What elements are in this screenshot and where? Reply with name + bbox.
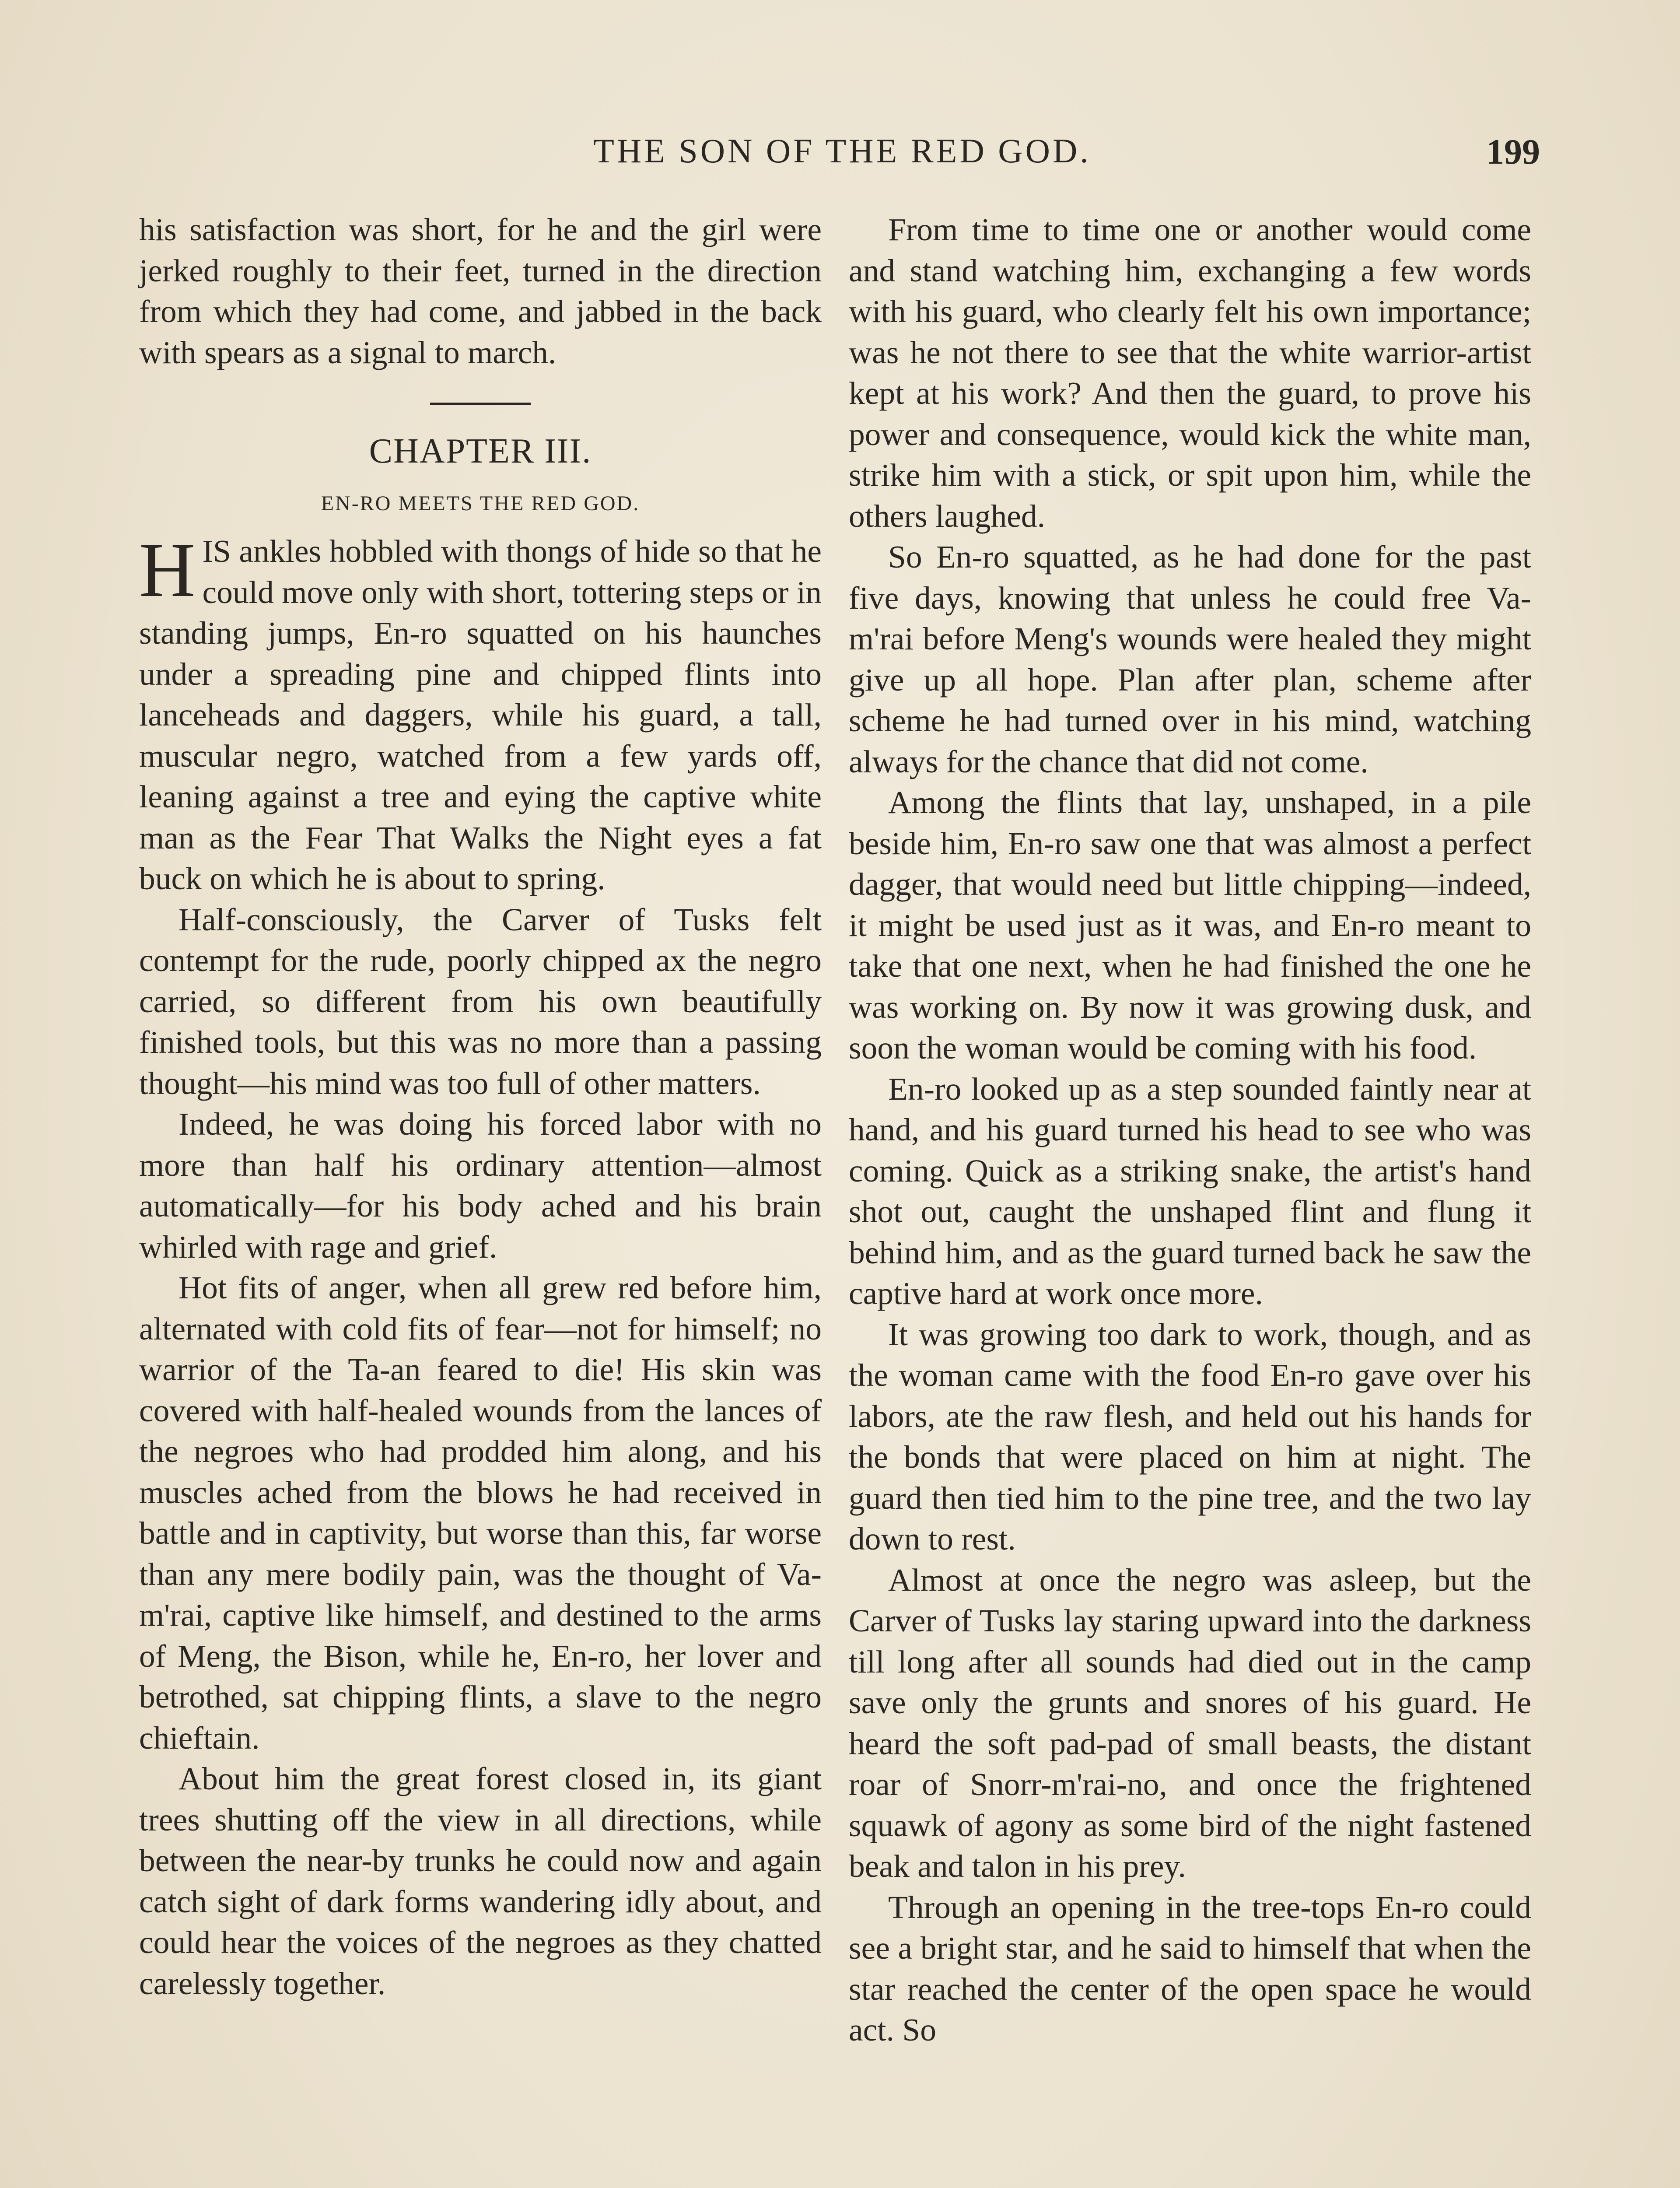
paragraph: From time to time one or another would come and stand watching him, exchanging a few words with his guard, who clearly felt his own importance; was he not there to see that the white warrior-artist kept at his work? And then the guard, to prove his power and consequence, would kick the white man, strike him with a stick, or spit upon him, while the others laughed. — [849, 212, 1531, 534]
paragraph: Through an opening in the tree-tops En-ro could see a bright star, and he said to himself that when the star reached the center of the open space he would act. So — [849, 1889, 1531, 2048]
chapter-subtitle: EN-RO MEETS THE RED GOD. — [321, 492, 640, 515]
left-column — [139, 209, 822, 2004]
running-head — [144, 131, 1540, 179]
paragraph: Almost at once the negro was asleep, but the Carver of Tusks lay staring upward into the darkness till long after all sounds had died out in the camp save only the grunts and snores of his guard. He heard the soft pad-pad of small beasts, the distant roar of Snorr-m'rai-no, and once the frightened squawk of agony as some bird of the night fastened beak and talon in his prey. — [849, 1562, 1531, 1884]
paragraph-opening — [139, 526, 822, 899]
paragraph: Among the flints that lay, unshaped, in a pile beside him, En-ro saw one that was almost a perfect dagger, that would need but little chipping—indeed, it might be used just as it was, and En-ro meant to take that one next, when he had finished the one he was working on. By now it was growing dusk, and soon the woman would be coming with his food. — [849, 785, 1531, 1066]
paragraph: Indeed, he was doing his forced labor with no more than half his ordinary attention—almost automatically—for his body ached and his brain whirled with rage and grief. — [139, 1106, 822, 1265]
paragraph: It was growing too dark to work, though, and as the woman came with the food En-ro gave over his labors, ate the raw flesh, and held out his hands for the bonds that were placed on him at night. The guard then tied him to the pine tree, and the two lay down to rest. — [849, 1316, 1531, 1557]
paragraph: So En-ro squatted, as he had done for the past five days, knowing that unless he could free Va-m'rai before Meng's wounds were healed they might give up all hope. Plan after plan, scheme after scheme he had turned over in his mind, watching always for the chance that did not come. — [849, 539, 1531, 779]
paragraph: Half-consciously, the Carver of Tusks felt contempt for the rude, poorly chipped ax the negro carried, so different from his own beautifully finished tools, but this was no more than a passing thought—his mind was too full of other matters. — [139, 901, 822, 1101]
drop-cap: H — [139, 526, 196, 613]
paragraph: About him the great forest closed in, its giant trees shutting off the view in all directions, while between the near-by trunks he could now and again catch sight of dark forms wandering idly about, and could hear the voices of the negroes as they chatted carelessly together. — [139, 1761, 822, 2001]
right-column — [849, 209, 1531, 2051]
paragraph-opening-text: IS ankles hobbled with thongs of hide so that he could move only with short, tottering steps or in standing jumps, En-ro squatted on his haunches under a spreading pine and chipped flints into lanceheads and daggers, while his guard, a tall, muscular negro, watched from a few yards off, leaning against a tree and eying the captive white man as the Fear That Walks the Night eyes a fat buck on which he is about to spring. — [139, 533, 822, 896]
paragraph: Hot fits of anger, when all grew red before him, alternated with cold fits of fear—not for himself; no warrior of the Ta-an feared to die! His skin was covered with half-healed wounds from the lances of the negroes who had prodded him along, and his muscles ached from the blows he had received in battle and in captivity, but worse than this, far worse than any mere bodily pain, was the thought of Va-m'rai, captive like himself, and destined to the arms of Meng, the Bison, while he, En-ro, her lover and betrothed, sat chipping flints, a slave to the negro chieftain. — [139, 1270, 822, 1756]
section-rule — [430, 403, 531, 405]
paragraph: En-ro looked up as a step sounded faintly near at hand, and his guard turned his head to see who was coming. Quick as a striking snake, the artist's hand shot out, caught the unshaped flint and flung it behind him, and as the guard turned back he saw the captive hard at work once more. — [849, 1071, 1531, 1311]
chapter-heading: CHAPTER III. — [369, 432, 592, 470]
paragraph-continued: his satisfaction was short, for he and the girl were jerked roughly to their feet, turned in the direction from which they had come, and jabbed in the back with spears as a signal to march. — [139, 212, 822, 370]
running-title: THE SON OF THE RED GOD. — [593, 132, 1091, 170]
page-number: 199 — [1486, 132, 1540, 172]
